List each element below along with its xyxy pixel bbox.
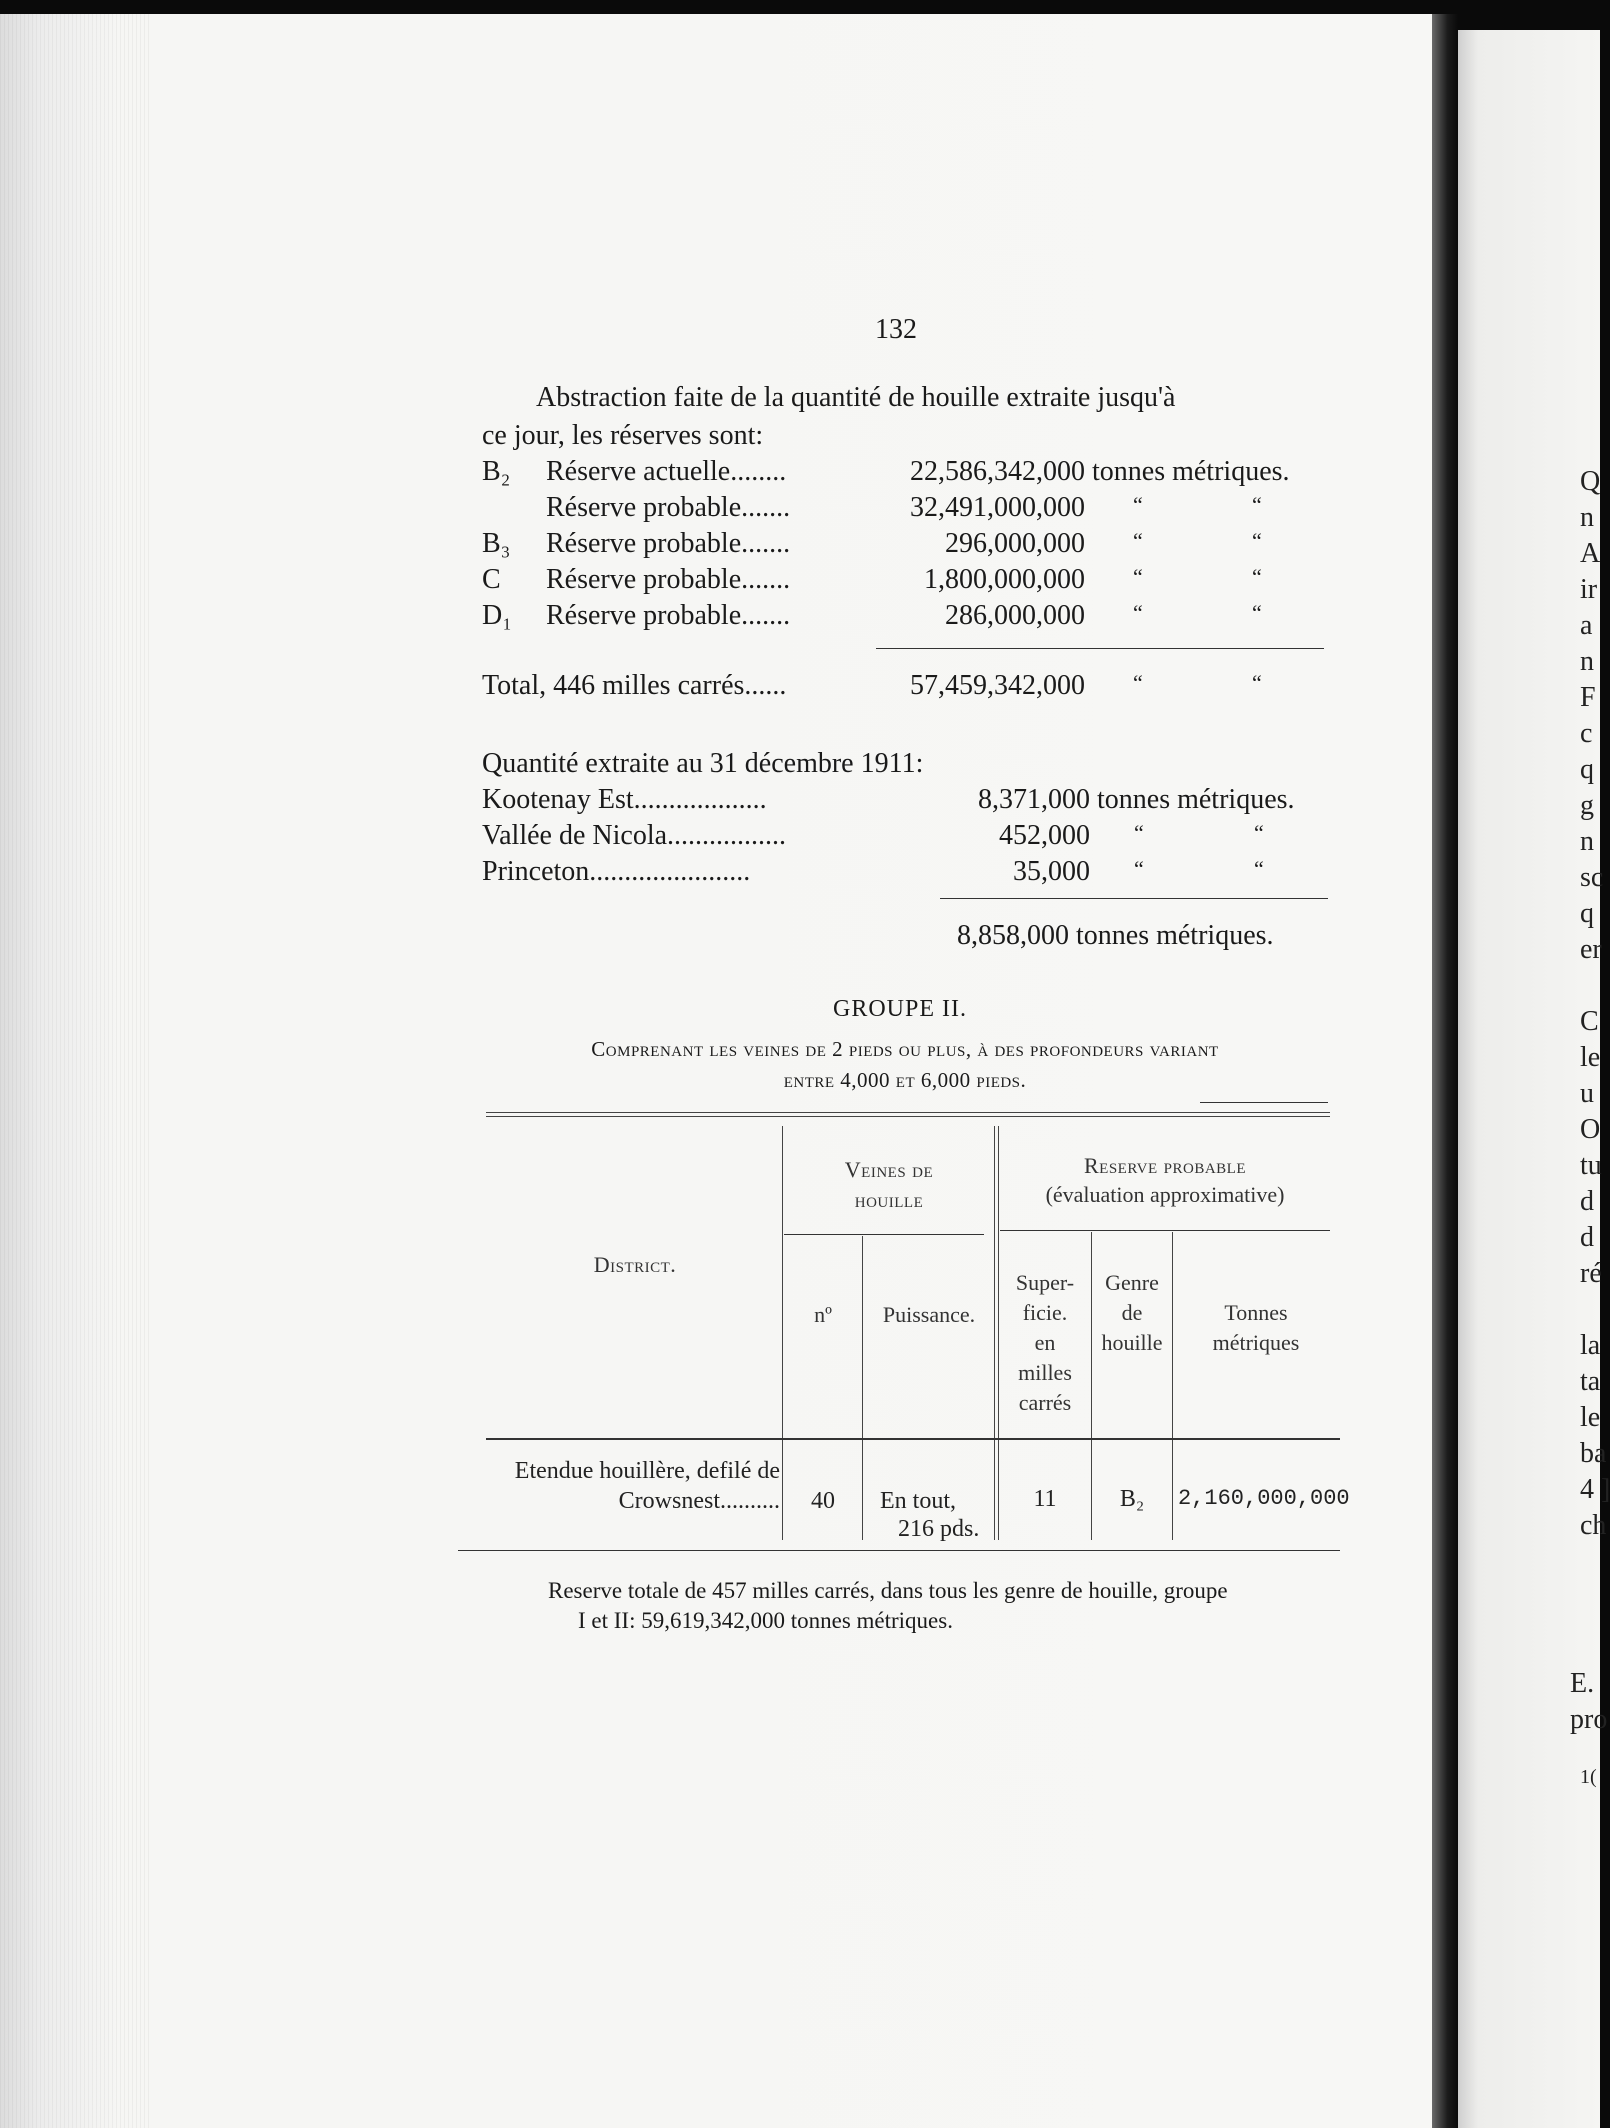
extracted-sum: 8,858,000 tonnes métriques. xyxy=(957,920,1274,951)
reserve-value: 1,800,000,000 xyxy=(924,564,1085,595)
ditto-mark: “ xyxy=(1252,670,1262,695)
ditto-mark: “ xyxy=(1134,856,1144,881)
ditto-mark: “ xyxy=(1133,600,1143,625)
group-subtitle-1: Comprenant les veines de 2 pieds ou plus, à des profondeurs variant xyxy=(591,1037,1219,1061)
fragment: ré xyxy=(1580,1258,1602,1289)
group-subtitle-2: entre 4,000 et 6,000 pieds. xyxy=(783,1068,1027,1092)
fragment: a xyxy=(1580,610,1593,641)
total-label: Total, 446 milles carrés...... xyxy=(482,670,787,701)
header-superficie: milles xyxy=(1018,1360,1072,1385)
header-reserve-note: (évaluation approximative) xyxy=(1045,1182,1285,1207)
reserve-label: Réserve probable....... xyxy=(546,492,791,523)
row-puissance: En tout, xyxy=(880,1488,956,1514)
header-superficie: ficie. xyxy=(1022,1300,1068,1325)
fragment: Q xyxy=(1580,466,1601,497)
page-stack-edge xyxy=(0,14,150,2128)
ditto-mark: “ xyxy=(1133,564,1143,589)
fragment: O xyxy=(1580,1114,1601,1145)
ditto-mark: “ xyxy=(1252,492,1262,517)
row-district: Etendue houillère, defilé de xyxy=(514,1458,780,1484)
ditto-mark: “ xyxy=(1252,600,1262,625)
fragment: ba xyxy=(1580,1438,1607,1469)
header-reserve: Reserve probable xyxy=(1084,1153,1246,1178)
header-genre: houille xyxy=(1101,1330,1163,1355)
fragment: 4 ] xyxy=(1580,1474,1610,1505)
header-subrule xyxy=(784,1234,984,1235)
fragment: g xyxy=(1580,790,1594,821)
book-gutter xyxy=(1432,14,1458,2128)
table-top-rule xyxy=(486,1112,1330,1117)
fragment: n xyxy=(1580,826,1594,857)
fragment: A xyxy=(1580,538,1601,569)
intro-line-2: ce jour, les réserves sont: xyxy=(482,420,764,451)
fragment: u xyxy=(1580,1078,1594,1109)
reserve-code: C xyxy=(482,564,501,595)
reserve-value: 22,586,342,000 xyxy=(910,456,1085,487)
extracted-label: Princeton....................... xyxy=(482,856,751,887)
fragment: la xyxy=(1580,1330,1601,1361)
header-superficie: carrés xyxy=(1018,1390,1072,1415)
row-superficie: 11 xyxy=(1033,1486,1057,1512)
row-district: Crowsnest.......... xyxy=(618,1488,780,1514)
extracted-unit: tonnes métriques. xyxy=(1097,784,1295,815)
reserve-label: Réserve probable....... xyxy=(546,564,791,595)
row-tonnes: 2,160,000,000 xyxy=(1178,1486,1350,1511)
footnote-line-1: Reserve totale de 457 milles carrés, dans tous les genre de houille, groupe xyxy=(548,1578,1228,1603)
fragment: q xyxy=(1580,754,1594,785)
header-puissance: Puissance. xyxy=(882,1302,976,1327)
reserve-label: Réserve actuelle........ xyxy=(546,456,787,487)
column-divider xyxy=(1172,1232,1173,1540)
fragment: c xyxy=(1580,718,1593,749)
total-value: 57,459,342,000 xyxy=(910,670,1085,701)
header-tonnes: métriques xyxy=(1212,1330,1300,1355)
header-veines: houille xyxy=(854,1187,924,1212)
intro-line-1: Abstraction faite de la quantité de houille extraite jusqu'à xyxy=(536,382,1176,413)
fragment: F xyxy=(1580,682,1596,713)
fragment: sc xyxy=(1580,862,1604,893)
extracted-value: 452,000 xyxy=(999,820,1090,851)
header-bottom-rule xyxy=(486,1438,1340,1440)
column-double-divider xyxy=(994,1126,999,1540)
ditto-mark: “ xyxy=(1254,820,1264,845)
fragment: 1( xyxy=(1580,1766,1597,1788)
row-puissance: 216 pds. xyxy=(898,1516,980,1542)
reserve-code: B₂ xyxy=(482,456,511,487)
header-district: District. xyxy=(593,1252,677,1277)
ditto-mark: “ xyxy=(1252,564,1262,589)
page-number: 132 xyxy=(875,314,917,345)
fragment: d xyxy=(1580,1222,1594,1253)
reserve-code: B₃ xyxy=(482,528,511,559)
header-genre: Genre xyxy=(1105,1270,1159,1295)
reserve-value: 286,000,000 xyxy=(945,600,1085,631)
reserve-unit: tonnes métriques. xyxy=(1092,456,1290,487)
sum-rule xyxy=(876,648,1324,649)
extracted-label: Vallée de Nicola................. xyxy=(482,820,787,851)
fragment: q xyxy=(1580,898,1594,929)
reserve-label: Réserve probable....... xyxy=(546,600,791,631)
row-genre: B₂ xyxy=(1119,1486,1145,1512)
fragment: le xyxy=(1580,1042,1601,1073)
ditto-mark: “ xyxy=(1252,528,1262,553)
column-divider xyxy=(862,1236,863,1540)
reserve-value: 296,000,000 xyxy=(945,528,1085,559)
fragment: n xyxy=(1580,646,1594,677)
sum-rule xyxy=(940,898,1328,899)
ditto-mark: “ xyxy=(1133,528,1143,553)
row-number: 40 xyxy=(811,1488,835,1514)
header-subrule xyxy=(1000,1230,1330,1231)
fragment: n xyxy=(1580,502,1594,533)
reserve-value: 32,491,000,000 xyxy=(910,492,1085,523)
reserve-label: Réserve probable....... xyxy=(546,528,791,559)
footnote-line-2: I et II: 59,619,342,000 tonnes métriques. xyxy=(578,1608,953,1633)
extracted-heading: Quantité extraite au 31 décembre 1911: xyxy=(482,748,924,779)
reserve-code: D₁ xyxy=(482,600,512,631)
ditto-mark: “ xyxy=(1133,492,1143,517)
table-rule xyxy=(1200,1102,1328,1103)
extracted-label: Kootenay Est................... xyxy=(482,784,767,815)
fragment: E. xyxy=(1570,1668,1595,1699)
fragment: ir xyxy=(1580,574,1598,605)
table-bottom-rule xyxy=(458,1550,1340,1551)
header-veines: Veines de xyxy=(844,1157,934,1182)
header-number: nº xyxy=(814,1302,832,1327)
fragment: ch xyxy=(1580,1510,1607,1541)
fragment: tu xyxy=(1580,1150,1602,1181)
ditto-mark: “ xyxy=(1134,820,1144,845)
extracted-value: 8,371,000 xyxy=(978,784,1090,815)
fragment: er xyxy=(1580,934,1602,965)
fragment: C xyxy=(1580,1006,1599,1037)
header-superficie: Super- xyxy=(1015,1270,1075,1295)
fragment: d xyxy=(1580,1186,1594,1217)
header-genre: de xyxy=(1121,1300,1143,1325)
header-tonnes: Tonnes xyxy=(1224,1300,1288,1325)
column-divider xyxy=(782,1126,783,1540)
fragment: pro xyxy=(1570,1704,1608,1735)
header-superficie: en xyxy=(1034,1330,1056,1355)
fragment: le xyxy=(1580,1402,1601,1433)
right-page xyxy=(1458,30,1600,2128)
fragment: ta xyxy=(1580,1366,1601,1397)
ditto-mark: “ xyxy=(1133,670,1143,695)
group-title: GROUPE II. xyxy=(833,996,967,1022)
ditto-mark: “ xyxy=(1254,856,1264,881)
extracted-value: 35,000 xyxy=(1013,856,1090,887)
